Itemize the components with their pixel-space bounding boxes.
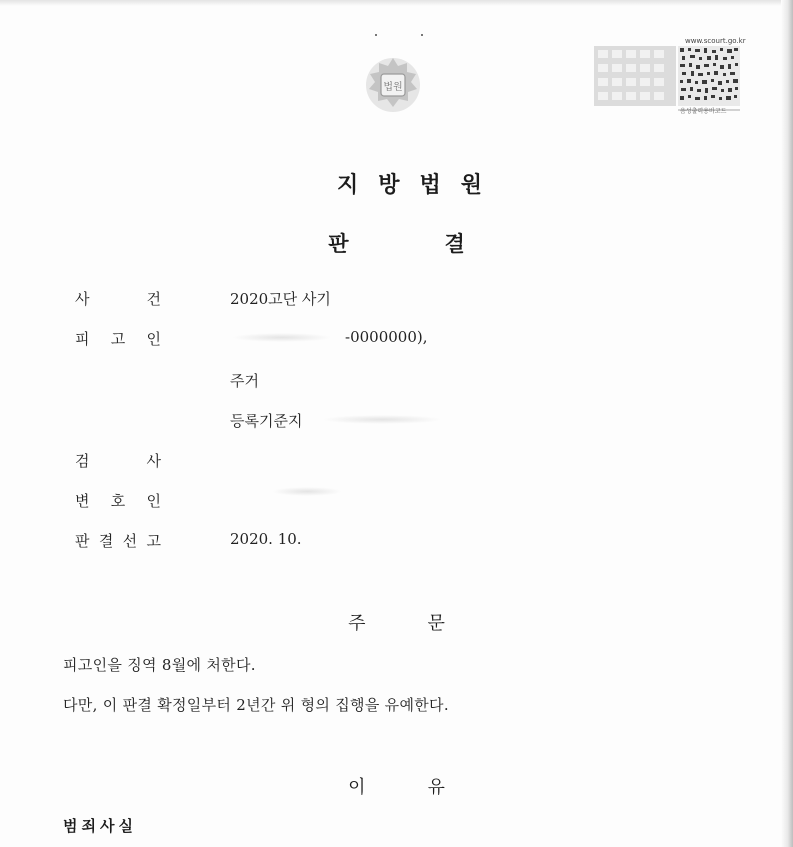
field-label-prosecutor: 검 사 (75, 452, 161, 470)
barcode-icon (594, 38, 742, 116)
order-line: 다만, 이 판결 확정일부터 2년간 위 형의 집행을 유예한다. (63, 696, 449, 714)
court-seal-icon (362, 52, 424, 114)
court-name: 지방법원 (336, 173, 502, 198)
scan-edge-top (0, 0, 793, 6)
document-title-char: 판 (328, 232, 349, 256)
scan-edge-right (781, 0, 793, 847)
field-value-address: 주거 (230, 372, 259, 390)
scan-speck (375, 34, 377, 36)
field-value-defendant-id: -0000000), (345, 328, 428, 346)
reason-heading: 이 유 (348, 777, 445, 798)
redacted-text (232, 333, 332, 342)
field-value-registration: 등록기준지 (230, 412, 303, 430)
redacted-text (272, 487, 342, 496)
field-label-counsel: 변 호 인 (75, 492, 161, 510)
redacted-text (322, 415, 442, 424)
order-line: 피고인을 징역 8월에 처한다. (63, 656, 256, 674)
crime-facts-heading: 범죄사실 (63, 817, 137, 835)
field-label-case: 사 건 (75, 290, 161, 308)
svg-text:법원: 법원 (383, 82, 403, 93)
document-title (0, 228, 793, 258)
field-value-case: 2020고단 사기 (230, 290, 331, 308)
barcode-url: www.scourt.go.kr (685, 37, 746, 45)
document-title-char: 결 (444, 232, 465, 256)
field-label-verdict-date: 판 결 선 고 (75, 532, 161, 550)
field-value-verdict-date: 2020. 10. (230, 530, 302, 548)
barcode-label: 음성출력용바코드 (680, 108, 727, 115)
field-label-defendant: 피 고 인 (75, 330, 161, 348)
scan-speck (421, 34, 423, 36)
order-heading: 주 문 (348, 613, 445, 634)
